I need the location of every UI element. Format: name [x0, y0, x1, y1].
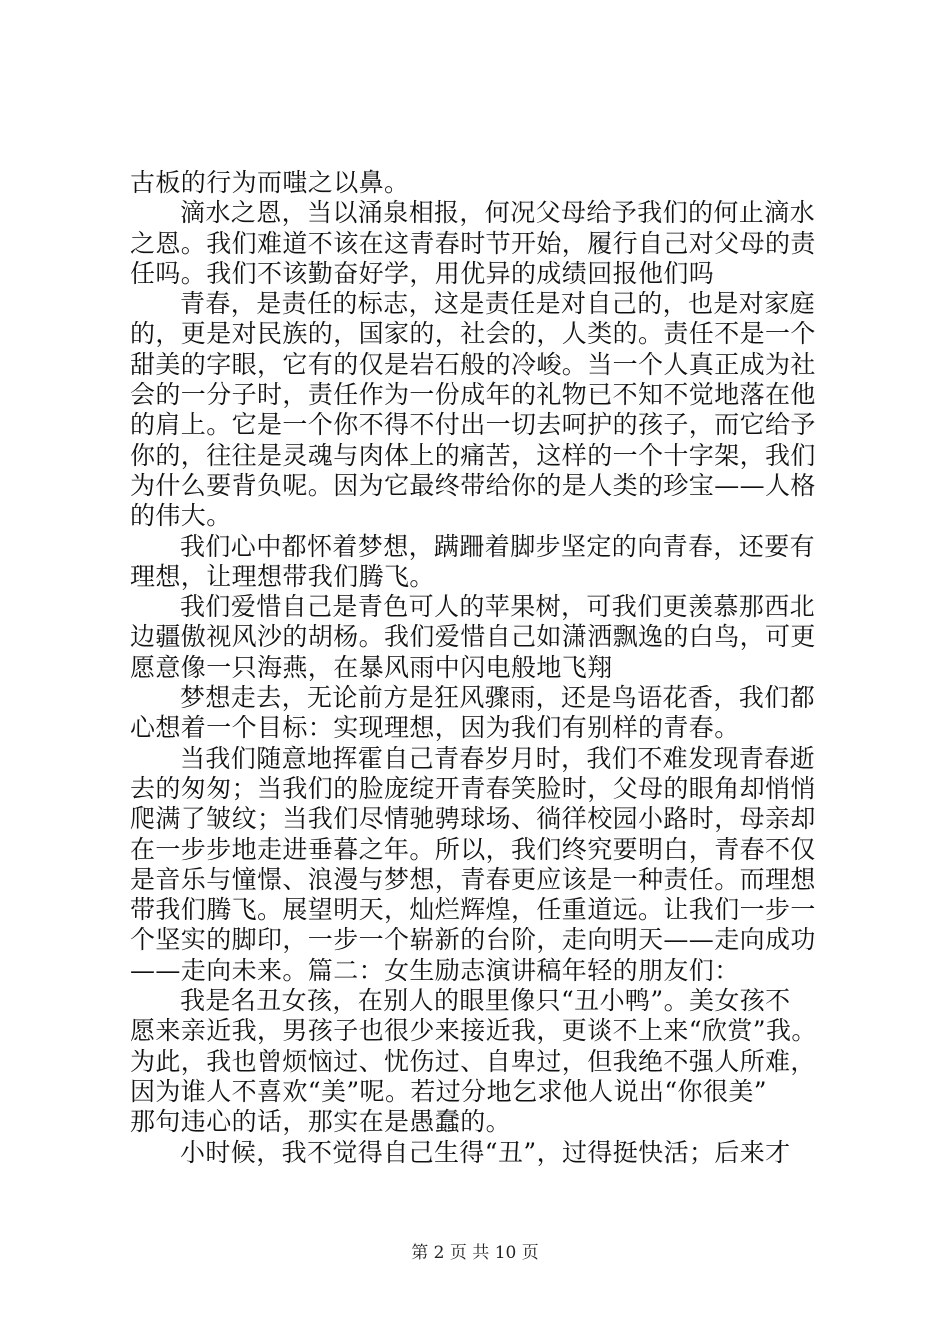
text-line: 个坚实的脚印，一步一个崭新的台阶，走向明天——走向成功	[130, 925, 816, 955]
text-line: 小时候，我不觉得自己生得“丑”，过得挺快活；后来才	[180, 1137, 791, 1167]
text-line: 愿意像一只海燕，在暴风雨中闪电般地飞翔	[130, 652, 613, 682]
text-line: 我们心中都怀着梦想，蹒跚着脚步坚定的向青春，还要有	[180, 531, 816, 561]
text-line: 的，更是对民族的，国家的，社会的，人类的。责任不是一个	[130, 319, 816, 349]
text-line: 滴水之恩，当以涌泉相报，何况父母给予我们的何止滴水	[180, 198, 816, 228]
text-line: 会的一分子时，责任作为一份成年的礼物已不知不觉地落在他	[130, 380, 816, 410]
text-line: 为什么要背负呢。因为它最终带给你的是人类的珍宝——人格	[130, 470, 816, 500]
text-line: 甜美的字眼，它有的仅是岩石般的冷峻。当一个人真正成为社	[130, 349, 816, 379]
text-line: 带我们腾飞。展望明天，灿烂辉煌，任重道远。让我们一步一	[130, 895, 816, 925]
text-line: 因为谁人不喜欢“美”呢。若过分地乞求他人说出“你很美”	[130, 1076, 767, 1106]
text-line: 理想，让理想带我们腾飞。	[130, 561, 435, 591]
text-line: 为此，我也曾烦恼过、忧伤过、自卑过，但我绝不强人所难，	[130, 1046, 816, 1076]
text-line: 爬满了皱纹；当我们尽情驰骋球场、徜徉校园小路时，母亲却	[130, 804, 816, 834]
text-line: 之恩。我们难道不该在这青春时节开始，履行自己对父母的责	[130, 228, 816, 258]
text-line: 愿来亲近我，男孩子也很少来接近我，更谈不上来“欣赏”我。	[130, 1016, 817, 1046]
text-line: 我是名丑女孩，在别人的眼里像只“丑小鸭”。美女孩不	[180, 986, 791, 1016]
text-line: 青春，是责任的标志，这是责任是对自己的，也是对家庭	[180, 289, 816, 319]
text-line: 的肩上。它是一个你不得不付出一切去呵护的孩子，而它给予	[130, 410, 816, 440]
page-footer: 第 2 页 共 10 页	[411, 1243, 539, 1263]
text-line: 梦想走去，无论前方是狂风骤雨，还是鸟语花香，我们都	[180, 683, 816, 713]
text-line: 那句违心的话，那实在是愚蠢的。	[130, 1107, 512, 1137]
text-line: 我们爱惜自己是青色可人的苹果树，可我们更羡慕那西北	[180, 592, 816, 622]
text-line: 的伟大。	[130, 501, 232, 531]
text-line: 边疆傲视风沙的胡杨。我们爱惜自己如潇洒飘逸的白鸟，可更	[130, 622, 816, 652]
document-body	[130, 168, 830, 1168]
text-line: 在一步步地走进垂暮之年。所以，我们终究要明白，青春不仅	[130, 834, 816, 864]
text-line: ——走向未来。篇二：女生励志演讲稿年轻的朋友们：	[130, 955, 740, 985]
text-line: 任吗。我们不该勤奋好学，用优异的成绩回报他们吗	[130, 258, 715, 288]
text-line: 去的匆匆；当我们的脸庞绽开青春笑脸时，父母的眼角却悄悄	[130, 773, 816, 803]
text-line: 当我们随意地挥霍自己青春岁月时，我们不难发现青春逝	[180, 743, 816, 773]
text-line: 心想着一个目标：实现理想，因为我们有别样的青春。	[130, 713, 740, 743]
text-line: 你的，往往是灵魂与肉体上的痛苦，这样的一个十字架，我们	[130, 440, 816, 470]
text-line: 古板的行为而嗤之以鼻。	[130, 168, 410, 197]
text-line: 是音乐与憧憬、浪漫与梦想，青春更应该是一种责任。而理想	[130, 864, 816, 894]
